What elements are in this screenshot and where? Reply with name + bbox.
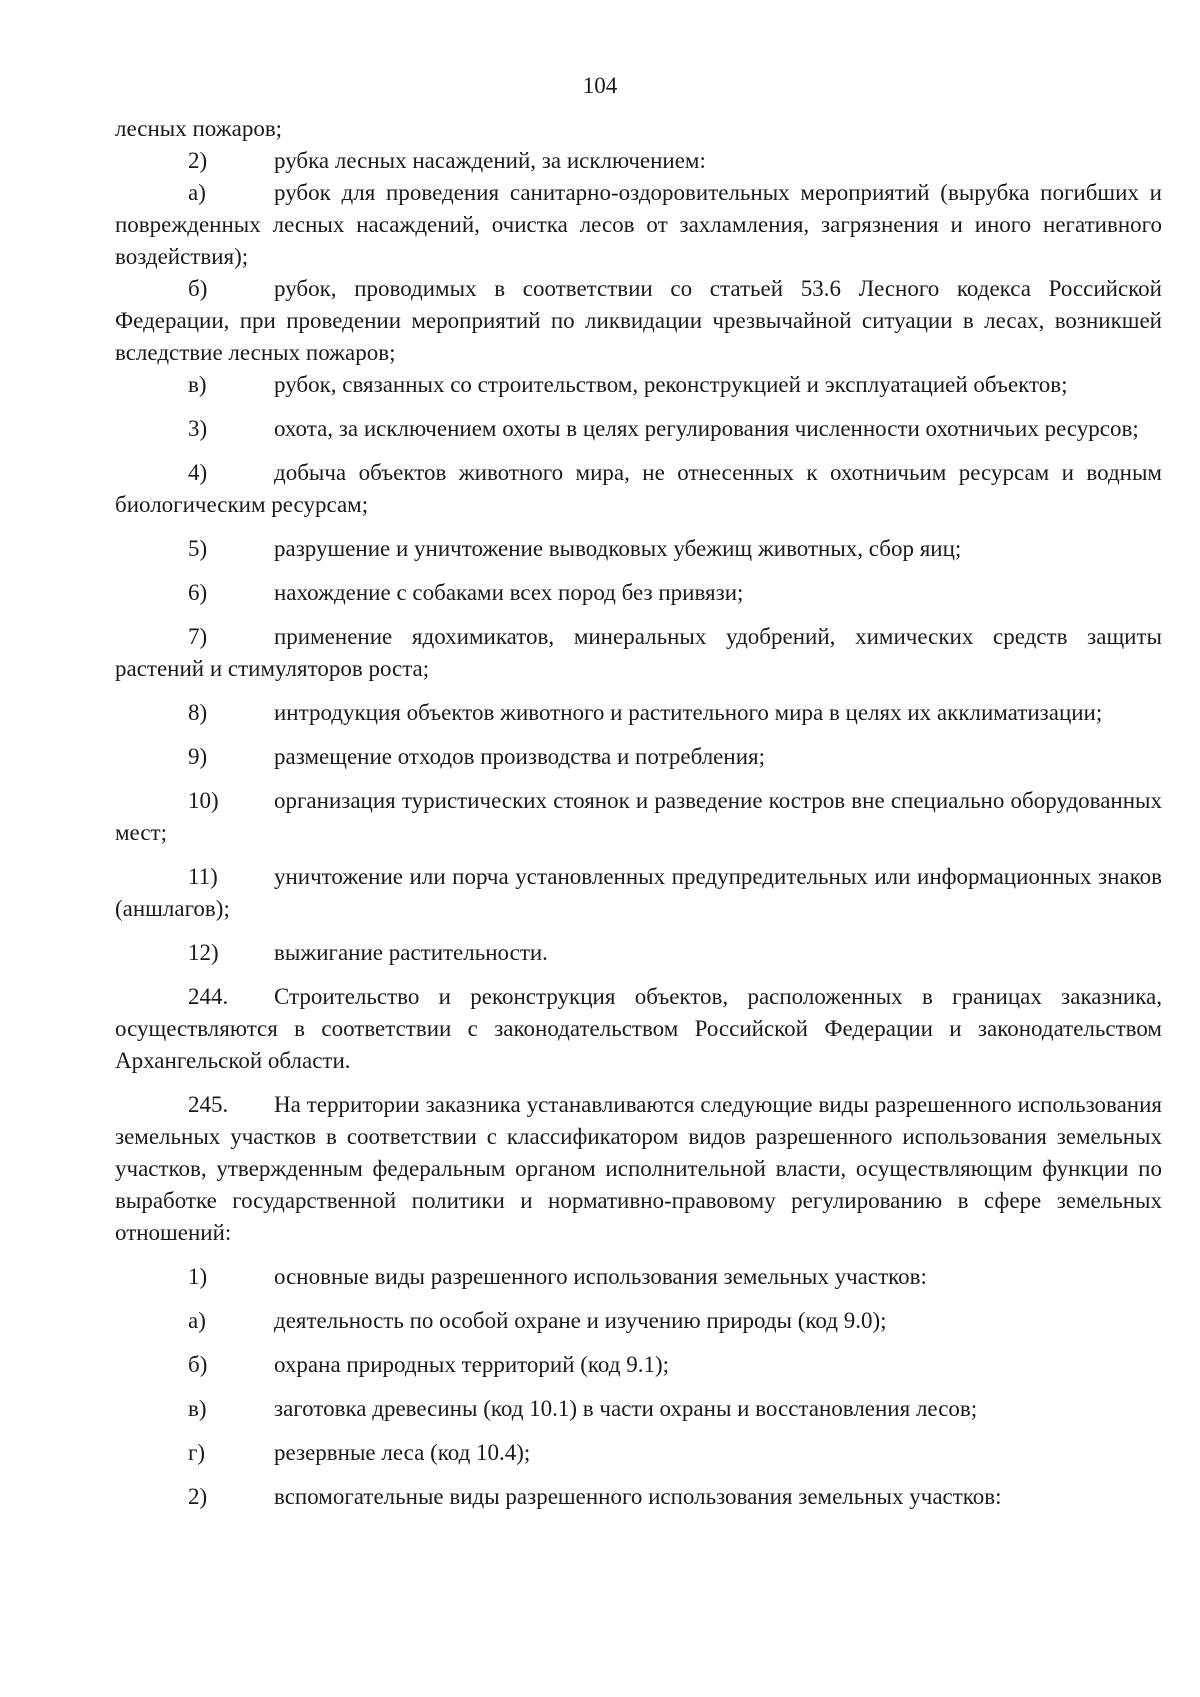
item-text: применение ядохимикатов, минеральных удобрений, химических средств защиты растений и стимуляторов роста; <box>115 624 1162 681</box>
item-text: добыча объектов животного мира, не отнесенных к охотничьим ресурсам и водным биологическим ресурсам; <box>115 460 1162 517</box>
item-number: а) <box>188 1308 206 1333</box>
item-text: Строительство и реконструкция объектов, расположенных в границах заказника, осуществляются в соответствии с законодательством Российской Федерации и законодательством Архангельской области. <box>115 984 1162 1073</box>
item-number: 9) <box>188 744 208 769</box>
list-item <box>115 1481 1162 1513</box>
item-number: в) <box>188 1396 207 1421</box>
list-item <box>115 369 1162 401</box>
list-item <box>115 413 1162 445</box>
item-text: уничтожение или порча установленных предупредительных или информационных знаков (аншлагов); <box>115 864 1162 921</box>
list-item <box>115 533 1162 565</box>
item-text: рубок, связанных со строительством, реконструкцией и эксплуатацией объектов; <box>274 372 1068 397</box>
list-item <box>115 457 1162 521</box>
item-text: выжигание растительности. <box>274 940 548 965</box>
item-number: 6) <box>188 580 208 605</box>
item-text: разрушение и уничтожение выводковых убежищ животных, сбор яиц; <box>274 536 962 561</box>
item-number: б) <box>188 276 208 301</box>
list-item <box>115 697 1162 729</box>
item-text: интродукция объектов животного и растительного мира в целях их акклиматизации; <box>274 700 1103 725</box>
item-number: 12) <box>188 940 219 965</box>
list-item <box>115 145 1162 177</box>
item-text: охрана природных территорий (код 9.1); <box>274 1352 670 1377</box>
item-number: 245. <box>188 1092 229 1117</box>
item-number: б) <box>188 1352 208 1377</box>
list-item <box>115 937 1162 969</box>
document-body <box>115 113 1162 1513</box>
list-item <box>115 1437 1162 1469</box>
item-number: 3) <box>188 416 208 441</box>
item-text: деятельность по особой охране и изучению природы (код 9.0); <box>274 1308 887 1333</box>
item-number: 5) <box>188 536 208 561</box>
item-text: охота, за исключением охоты в целях регулирования численности охотничьих ресурсов; <box>274 416 1139 441</box>
item-number: 1) <box>188 1264 208 1289</box>
list-item <box>115 1393 1162 1425</box>
item-number: 2) <box>188 1484 208 1509</box>
item-number: 244. <box>188 984 229 1009</box>
list-item <box>115 621 1162 685</box>
list-item <box>115 577 1162 609</box>
list-item <box>115 273 1162 369</box>
item-text: нахождение с собаками всех пород без привязи; <box>274 580 744 605</box>
item-text: заготовка древесины (код 10.1) в части охраны и восстановления лесов; <box>274 1396 978 1421</box>
item-number: 7) <box>188 624 208 649</box>
item-text: основные виды разрешенного использования земельных участков: <box>274 1264 927 1289</box>
list-item <box>115 981 1162 1077</box>
item-text: вспомогательные виды разрешенного использования земельных участков: <box>274 1484 1002 1509</box>
item-number: а) <box>188 180 206 205</box>
item-number: 2) <box>188 148 208 173</box>
item-text: рубка лесных насаждений, за исключением: <box>274 148 706 173</box>
item-number: 11) <box>188 864 218 889</box>
item-text: размещение отходов производства и потребления; <box>274 744 765 769</box>
list-item <box>115 1349 1162 1381</box>
list-item <box>115 785 1162 849</box>
item-number: 8) <box>188 700 208 725</box>
list-item <box>115 1089 1162 1249</box>
item-number: 10) <box>188 788 219 813</box>
list-item <box>115 177 1162 273</box>
item-text: рубок, проводимых в соответствии со статьей 53.6 Лесного кодекса Российской Федерации, при проведении мероприятий по ликвидации чрезвычайной ситуации в лесах, возникшей вследствие лесных пожаров; <box>115 276 1162 365</box>
item-number: г) <box>188 1440 206 1465</box>
paragraph: лесных пожаров; <box>115 116 283 141</box>
list-item <box>115 741 1162 773</box>
item-text: На территории заказника устанавливаются следующие виды разрешенного использования земельных участков в соответствии с классификатором видов разрешенного использования земельных участков, утвержденным федеральным органом исполнительной власти, осуществляющим функции по выработке государственной политики и нормативно-правовому регулированию в сфере земельных отношений: <box>115 1092 1162 1245</box>
item-number: в) <box>188 372 207 397</box>
item-text: резервные леса (код 10.4); <box>274 1440 531 1465</box>
item-number: 4) <box>188 460 208 485</box>
list-item <box>115 1261 1162 1293</box>
item-text: рубок для проведения санитарно-оздоровительных мероприятий (вырубка погибших и поврежденных лесных насаждений, очистка лесов от захламления, загрязнения и иного негативного воздействия); <box>115 180 1162 269</box>
page-number: 104 <box>582 73 618 98</box>
list-item <box>115 1305 1162 1337</box>
item-text: организация туристических стоянок и разведение костров вне специально оборудованных мест; <box>115 788 1162 845</box>
list-item <box>115 861 1162 925</box>
